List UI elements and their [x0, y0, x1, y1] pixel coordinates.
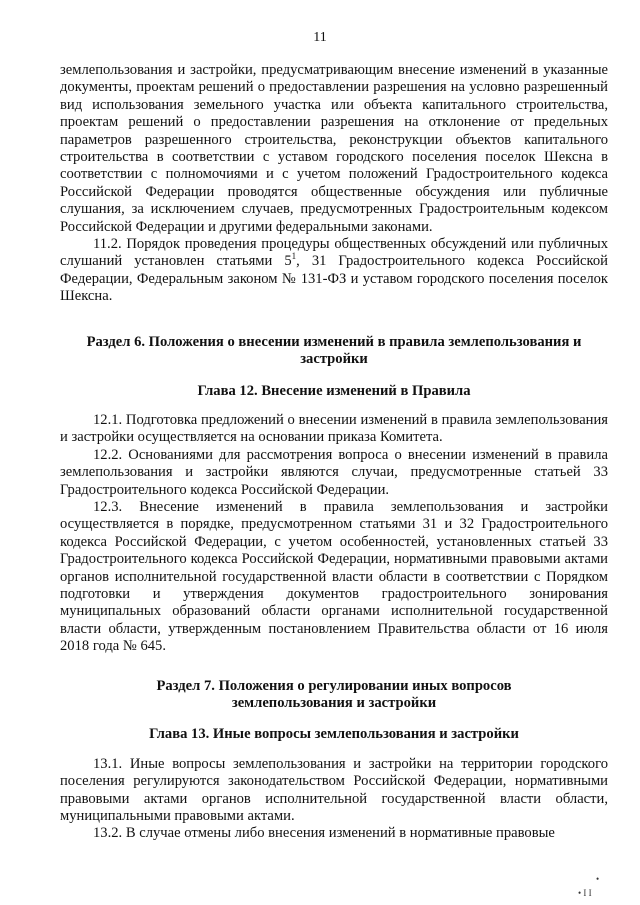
paragraph-12-2: 12.2. Основаниями для рассмотрения вопроса о внесении изменений в правила землепользования и застройки являются случаи, предусмотренные статьей 33 Градостроительного кодекса Российской Федерации. [60, 446, 608, 498]
document-body [60, 62, 608, 843]
chapter-12-title: Глава 12. Внесение изменений в Правила [197, 382, 471, 399]
section-6-title: Раздел 6. Положения о внесении изменений в правила землепользования и застройки [86, 333, 582, 368]
section-7-title-line-1: Раздел 7. Положения о регулировании иных вопросов [156, 677, 512, 694]
superscript-1: 1 [291, 251, 297, 262]
paragraph-11-2 [60, 236, 608, 306]
paragraph-12-1: 12.1. Подготовка предложений о внесении изменений в правила землепользования и застройки осуществляется на основании приказа Комитета. [60, 411, 608, 446]
paragraph-12-3: 12.3. Внесение изменений в правила землепользования и застройки осуществляется в порядке, предусмотренном статьями 31 и 32 Градостроительного кодекса Российской Федерации, с учетом особенностей, установленных статьей 33 Градостроительного кодекса Российской Федерации, нормативными правовыми актами органов исполнительной государственной власти области в соответствии с Порядком подготовки и утверждения документов градостроительного зонирования муниципальных образований области органами исполнительной государственной власти области, утвержденным постановлением Правительства области от 16 июля 2018 года № 645. [60, 498, 608, 655]
paragraph-11-2-text-end: , 31 Градостроительного кодекса Российской Федерации, Федеральным законом № 131-ФЗ и уставом городского поселения поселок Шексна. [60, 253, 608, 305]
paragraph-13-1: 13.1. Иные вопросы землепользования и застройки на территории городского поселения регулируются законодательством Российской Федерации, нормативными правовыми актами органов исполнительной государственной власти области, муниципальными правовыми актами. [60, 755, 608, 825]
paragraph-continuation: землепользования и застройки, предусматривающим внесение изменений в указанные документы, проектам решений о предоставлении разрешения на условно разрешенный вид использования земельного участка или объекта капитального строительства, проектам решений о предоставлении разрешения на отклонение от предельных параметров разрешенного строительства, реконструкции объектов капитального строительства в соответствии с уставом городского поселения поселок Шексна в соответствии с полномочиями и с учетом положений Градостроительного кодекса Российской Федерации проводятся общественные обсуждения или публичные слушания, за исключением случаев, предусмотренных Градостроительным кодексом Российской Федерации и другими федеральными законами. [60, 62, 608, 235]
scan-mark-bottom: • I I [578, 888, 592, 898]
section-7-title-line-2: землепользования и застройки [231, 695, 437, 711]
paragraph-13-2: 13.2. В случае отмены либо внесения изменений в нормативные правовые [93, 825, 555, 842]
scan-mark: • [596, 874, 600, 884]
chapter-13-title: Глава 13. Иные вопросы землепользования и застройки [149, 726, 519, 743]
paragraph-11-2-text: 11.2. Порядок проведения процедуры общественных обсуждений или публичных слушаний установлен статьями 5 [60, 236, 608, 270]
page-number: 11 [313, 30, 327, 45]
